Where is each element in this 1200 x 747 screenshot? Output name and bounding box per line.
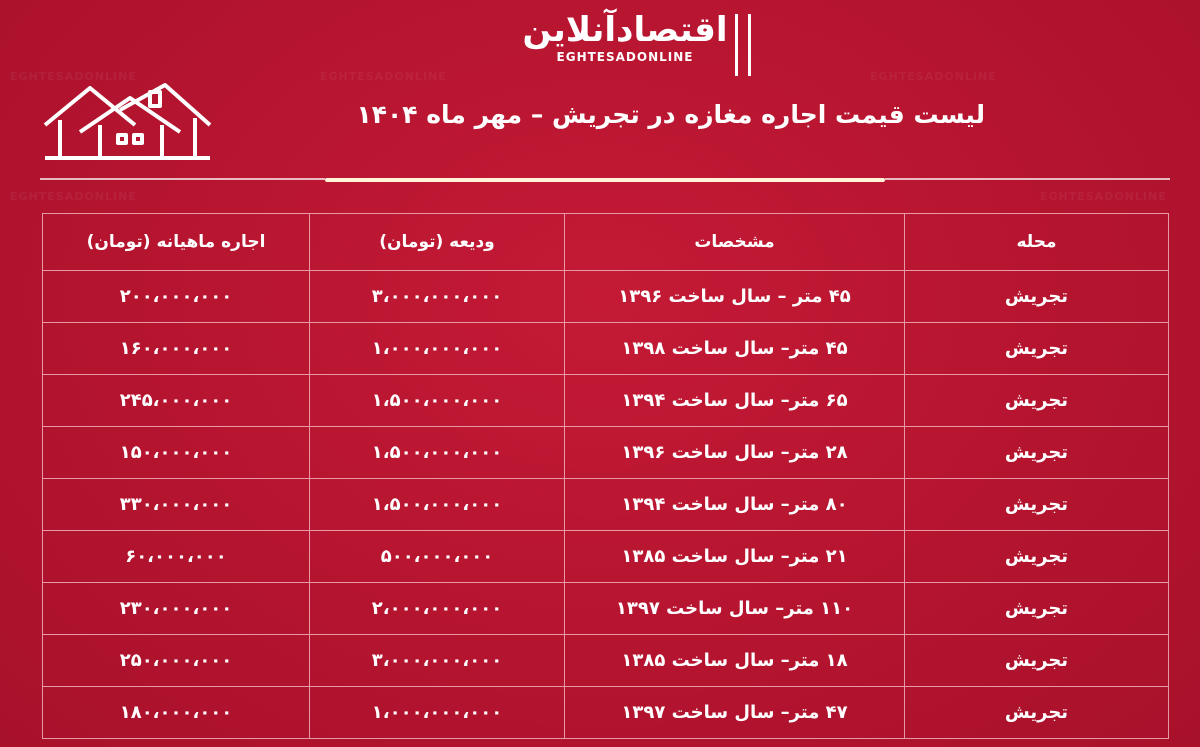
cell-neighborhood: تجریش (905, 583, 1169, 635)
logo-text-en: EGHTESADONLINE (556, 50, 694, 64)
cell-specs: ۴۷ متر– سال ساخت ۱۳۹۷ (565, 687, 905, 739)
cell-monthly-rent: ۲۴۵،۰۰۰،۰۰۰ (43, 375, 310, 427)
cell-neighborhood: تجریش (905, 531, 1169, 583)
house-icon (40, 80, 215, 165)
cell-neighborhood: تجریش (905, 479, 1169, 531)
cell-specs: ۸۰ متر– سال ساخت ۱۳۹۴ (565, 479, 905, 531)
cell-deposit: ۱،۵۰۰،۰۰۰،۰۰۰ (310, 479, 565, 531)
table-header-row (43, 214, 1169, 271)
cell-monthly-rent: ۲۳۰،۰۰۰،۰۰۰ (43, 583, 310, 635)
logo-bars-icon (735, 14, 751, 76)
cell-deposit: ۲،۰۰۰،۰۰۰،۰۰۰ (310, 583, 565, 635)
header-specs: مشخصات (565, 214, 905, 271)
brand-logo (505, 8, 745, 78)
cell-specs: ۱۸ متر– سال ساخت ۱۳۸۵ (565, 635, 905, 687)
cell-monthly-rent: ۲۰۰،۰۰۰،۰۰۰ (43, 271, 310, 323)
cell-specs: ۴۵ متر – سال ساخت ۱۳۹۶ (565, 271, 905, 323)
cell-deposit: ۵۰۰،۰۰۰،۰۰۰ (310, 531, 565, 583)
cell-specs: ۲۱ متر– سال ساخت ۱۳۸۵ (565, 531, 905, 583)
cell-deposit: ۱،۰۰۰،۰۰۰،۰۰۰ (310, 323, 565, 375)
cell-monthly-rent: ۶۰،۰۰۰،۰۰۰ (43, 531, 310, 583)
table-row (43, 531, 1169, 583)
cell-neighborhood: تجریش (905, 635, 1169, 687)
cell-specs: ۴۵ متر– سال ساخت ۱۳۹۸ (565, 323, 905, 375)
table-row (43, 427, 1169, 479)
table-row (43, 635, 1169, 687)
title-divider (885, 178, 1170, 180)
watermark: EGHTESADONLINE (870, 70, 997, 83)
watermark: EGHTESADONLINE (10, 190, 137, 203)
table-row (43, 479, 1169, 531)
cell-specs: ۶۵ متر– سال ساخت ۱۳۹۴ (565, 375, 905, 427)
cell-specs: ۲۸ متر– سال ساخت ۱۳۹۶ (565, 427, 905, 479)
title-divider (40, 178, 325, 180)
cell-deposit: ۱،۰۰۰،۰۰۰،۰۰۰ (310, 687, 565, 739)
cell-monthly-rent: ۱۸۰،۰۰۰،۰۰۰ (43, 687, 310, 739)
title-underline (325, 178, 885, 182)
cell-deposit: ۳،۰۰۰،۰۰۰،۰۰۰ (310, 635, 565, 687)
cell-neighborhood: تجریش (905, 323, 1169, 375)
table-row (43, 271, 1169, 323)
cell-monthly-rent: ۱۵۰،۰۰۰،۰۰۰ (43, 427, 310, 479)
cell-neighborhood: تجریش (905, 271, 1169, 323)
header-monthly-rent: اجاره ماهیانه (تومان) (43, 214, 310, 271)
cell-monthly-rent: ۳۳۰،۰۰۰،۰۰۰ (43, 479, 310, 531)
watermark: EGHTESADONLINE (10, 70, 137, 83)
watermark: EGHTESADONLINE (320, 70, 447, 83)
cell-monthly-rent: ۱۶۰،۰۰۰،۰۰۰ (43, 323, 310, 375)
cell-monthly-rent: ۲۵۰،۰۰۰،۰۰۰ (43, 635, 310, 687)
cell-neighborhood: تجریش (905, 687, 1169, 739)
table-row (43, 375, 1169, 427)
cell-specs: ۱۱۰ متر– سال ساخت ۱۳۹۷ (565, 583, 905, 635)
watermark: EGHTESADONLINE (1040, 190, 1167, 203)
page-title: لیست قیمت اجاره مغازه در تجریش – مهر ماه ۱۴۰۴ (356, 100, 985, 129)
table-row (43, 323, 1169, 375)
table-row (43, 687, 1169, 739)
cell-deposit: ۱،۵۰۰،۰۰۰،۰۰۰ (310, 427, 565, 479)
price-table (42, 213, 1169, 739)
cell-neighborhood: تجریش (905, 375, 1169, 427)
logo-text-fa: اقتصادآنلاین (522, 10, 728, 50)
header-deposit: ودیعه (تومان) (310, 214, 565, 271)
cell-deposit: ۱،۵۰۰،۰۰۰،۰۰۰ (310, 375, 565, 427)
cell-deposit: ۳،۰۰۰،۰۰۰،۰۰۰ (310, 271, 565, 323)
header-neighborhood: محله (905, 214, 1169, 271)
cell-neighborhood: تجریش (905, 427, 1169, 479)
table-row (43, 583, 1169, 635)
